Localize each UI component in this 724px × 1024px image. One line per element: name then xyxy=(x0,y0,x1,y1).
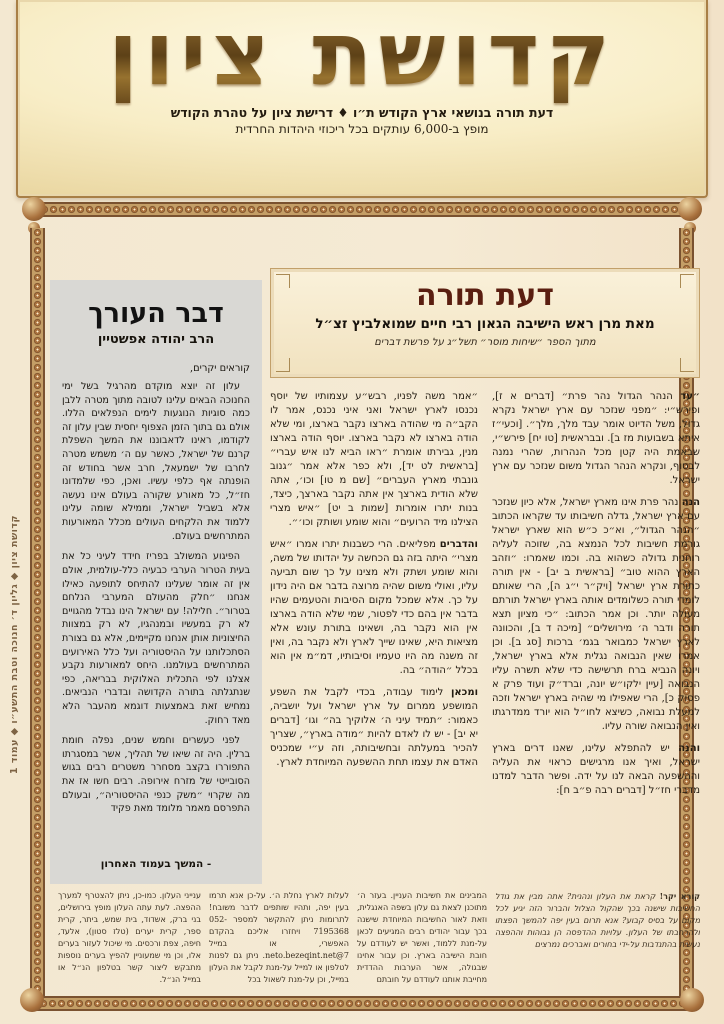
editor-paragraph: עלון זה יוצא מוקדם מהרגיל בשל ימי החנוכה הבאים עלינו לטובה מתוך מטרה ללבן כמה סוגיות הנוגעות לימים הנפלאים הללו. אולם גם בתוך הזמן הצפוף יחסית שבין עלון זה לקודמו, ראינו לדאבוננו את המשך השפלת קרנם של ישראל, כאשר עם ה׳ משמש מטרה לחרבו של ישמעאל, חרב אשר בחודש זה הופנתה אף כלפי עשיו. ואכן, כפי שלמדונו חז״ל, כל מאורע שקורה בעולם אינו נעשה אלא בשביל ישראל, וממילא שומה עלינו ללמוד את הלקחים העולים מכלל המאורעות המתרחשים בעולם. xyxy=(62,381,250,542)
editor-greeting: קוראים יקרים, xyxy=(190,363,250,374)
article-paragraph: הנה נהר פרת אינו מארץ ישראל, אלא כיון שנזכר עם ארץ ישראל, גדלה חשיבותו עד שקראו הכתוב ״הנהר הגדול״, וא״כ כ״ש הוא שארץ ישראל גורמת חשיבות לכל הנמצא בה, שזוכה לעליה רוחנית גדולה כשהוא בה. וכמו שאמרו: ״וזהב הארץ ההוא טוב״ [בראשית ב יב] - אין תורה כתורת ארץ ישראל [ויק״ר י״ג ה], הרי שאותם לומדי תורה כשלומדים אותה בארץ ישראל תורתם מעולה יותר. וכן אמר הכתוב: ״כי מציון תצא תורה ודבר ה׳ מירושלים״ [מיכה ד ב], והכוונה לארץ ישראל כמבואר בגמ׳ ברכות [סג ב]. וכן אמרו שאין הנבואה נגלית אלא בארץ ישראל, ויונה הנביא ברח תרשישה כדי שלא תשרה עליו הנבואה [עיין ילקו״ש יונה, וברד״ק ועוד פרק א פסוק כ], הרי שאפילו מי שהיה בארץ ישראל וזכה למעלת נבואה, כשיצא לחו״ל הוא יורד ממדרגתו ואין הנבואה שורה עליו. xyxy=(492,497,700,732)
fine-print-column: המבינים את חשיבות העניין. בעזר ה׳ מתוכנן לצאת גם עלון בשפה האנגלית, וזאת לאור החשיבות המיוחדת שישנה בכך עבור יהודים רבים המגיעים לכאן על-מנת ללמוד, ואשר יש לעודדם על חובת הישיבה בארץ. וכן עבור אחינו שבגולה, אשר הערבות ההדדית מחייבת אותנו לעודדם על חובתם xyxy=(357,891,487,984)
masthead-title: קדושת ציון xyxy=(28,4,696,103)
beaded-rail-top xyxy=(40,202,684,217)
editor-paragraph: לפני כעשרים וחמש שנים, נפלה חומת ברלין. היה זה שיאו של תהליך, אשר במסגרתו התפוררו בקצב מסחרר משטרים רבים בגוש הסובייטי של מזרח אירופה. רבים חשו אז את מה שקרוי ״משק כנפי ההיסטוריה״, ובעולם התפרסם מאמר מלומד מאת פקיד xyxy=(62,735,250,815)
editor-note xyxy=(50,280,262,884)
beaded-rail-left xyxy=(30,228,45,996)
beaded-rail-bottom xyxy=(30,996,694,1011)
editor-paragraph: הפיגוע המשולב בפריז חידד לעיני כל את בעית הטרור הערבי כבעיה כלל-עולמית, אולם אין זה אומר שעלינו להתיחס לתופעה כאילו אנחנו ״חלק מהעולם המערבי הנלחם בטרור״. חלילה! עם ישראל הינו נבדל מהגויים לא רק במעשיו ובמנהגיו, לא רק במצוות החיצוניות אותן אנחנו מקיימים, אלא גם בצורת הסתכלותנו על ההיסטוריה ועל כלל האירועים המתרחשים בעולמנו. היחס למאורעות נקבע אצלנו לפי התכלית האלוקית בבריאה, כפי שנתגלתה בתורה הקדושה ובדברי הנביאים. נמחיש זאת באמצעות דוגמא מהעבר הלא מאד רחוק. xyxy=(62,551,250,726)
fine-print-column: לעלות לארץ נחלת ה׳. על-כן אנא תרמו בעין יפה, ותהיו שותפים לדבר משובח! לתרומות ניתן להתקשר למספר 052-7195368 ויחזרו אליכם בהקדם האפשרי, או במייל 7@neto.bezeqint.net. ניתן גם לפנות לטלפון או למייל על-מנת לקבל את העלון במייל, וכן על-מנת לשאול בכל xyxy=(209,891,349,984)
masthead-subtitle-2: מופץ ב-6,000 עותקים בכל ריכוזי היהדות החרדית xyxy=(235,121,489,136)
article-paragraph: ״עד הנהר הגדול נהר פרת״ [דברים א ז], ופירש״י: ״מפני שנזכר עם ארץ ישראל נקרא גדול, משל הדיוט אומר עבד מלך, מלך״. [וכעי״ז איתא בשבועות מז ב]. ובבראשית [טו יח] פירש״י, שבאמת היה קטן מכל הנהרות, שהרי נמנה לבסוף, ונקרא הנהר הגדול משום שנזכר עם ארץ ישראל. xyxy=(492,391,700,486)
article-header xyxy=(270,268,700,378)
corner-scroll-ornament xyxy=(22,197,46,221)
article-source: מתוך הספר ״שיחות מוסר״ תשל״ג על פרשת דברים xyxy=(374,337,596,348)
masthead-subtitle-1: דעת תורה בנושאי ארץ הקודש ת״ו ♦ דרישת ציון על טהרת הקודש xyxy=(170,104,554,120)
article-paragraph: והדברים מפליאים. הרי כשבנות יתרו אמרו ״איש מצרי״ היתה בזה גם הכחשה על יהדותו של משה, והוא שומע ושתק ולא מצינו על כך שום תביעה עליו, ואולי משום שהיה מרוצה בדבר אם היה נידון על כך. אלא שמכל מקום הסיבות והטעמים שהיו בדבר אין בהם כדי לפטור, שמי שלא הודה בארצו אין הוא נקבר בה, ושאינו בתורת עונש אלא מציאות היא, שאינו שייך לארץ ולא נקבר בה, ואין זה משנה מה היו טעמיו וסיבותיו, דמ״מ אין הוא בכלל ״הודה״ בה. xyxy=(270,539,478,676)
corner-scroll-ornament xyxy=(20,988,44,1012)
editor-author: הרב יהודה אפשטיין xyxy=(97,332,215,347)
article-title: דעת תורה xyxy=(415,278,555,313)
masthead xyxy=(16,0,708,198)
reader-note-text: קראת את העלון ונהנית? אתה מבין את גודל החשיבות שישנה בכך שהקול הצלול והברור הזה יגיע לכל מקום על בסיס קבוע? אנא תרום בעין יפה להמשך הפצתו ולהרחבתו של העלון. עלויות ההדפסה הן גבוהות וההפצה נעשית בהתנדבות על-ידי בחורים ואברכים נמרצים xyxy=(495,892,700,949)
editor-body xyxy=(62,380,250,820)
article-paragraph: ומכאן לימוד עבודה, בכדי לקבל את השפע המושפע ממרום על ארץ ישראל ועל יושביה, כאמור: ״תמיד עיני ה׳ אלוקיך בה״ וגו׳ [דברים יא יב] - יש לו לאדם להיות ״מודה בארץ״, שצריך להכיר במעלתה ובחשיבותה, וזה ע״י שמכניס האדם את עצמו תחת ההשפעה המיוחדת לארץ. xyxy=(270,687,478,768)
edition-vertical-caption: קדושת ציון ◆ גליון ד׳ חנוכה וטבת התשע״ו ◆ עמוד 1 xyxy=(9,515,20,775)
corner-bracket xyxy=(680,358,694,372)
article-paragraph: ״אמר משה לפניו, רבש״ע עצמותיו של יוסף נכנסו לארץ ישראל ואני איני נכנס, אמר לו הקב״ה מי שהודה בארצו נקבר בארצו, ומי שלא הודה בארצו לא נקבר בארצו. יוסף הודה בארצו מנין, גבירתו אומרת ״ראו הביא לנו איש עברי״ [בראשית לט יד], ולא כפר אלא אמר ״גנוב גונבתי מארץ העברים״ [שם מ טו] וכו׳, אתה שלא הודית בארצך אין אתה נקבר בארצך, כיצד, בנות יתרו אומרות [שמות ב יט] ״איש מצרי הצילנו מיד הרועים״ והוא שומע ושותק וכו׳״. xyxy=(270,391,478,528)
corner-bracket xyxy=(276,274,290,288)
reader-note xyxy=(495,890,700,951)
fine-print-column: ענייני העלון. כמו-כן, ניתן להצטרף למערך ההפצה. לעת עתה העלון מופץ בירושלים, בני ברק, אשדוד, בית שמש, ביתר, קרית ספר, קרית יערים (טלז סטון), אלעד, חיפה, צפת ורכסים. מי שיכול לעזור בערים אלו, וכן מי שמעוניין להפיץ בערים נוספות מתבקש ליצור קשר בטלפון הנ״ל או במייל הנ״ל. xyxy=(58,891,201,984)
corner-scroll-ornament xyxy=(678,197,702,221)
fine-print-strip xyxy=(50,890,700,994)
article-body xyxy=(270,390,700,884)
editor-continuation-note: - המשך בעמוד האחרון xyxy=(100,858,212,870)
editor-title: דבר העורך xyxy=(88,298,224,329)
corner-bracket xyxy=(276,358,290,372)
reader-note-lead: קורא יקר! xyxy=(659,891,700,901)
article-paragraph: והנה יש להתפלא עלינו, שאנו דרים בארץ ישראל, ואיך אנו מרגישים כראוי את העליה וההשפעה הבאה לנו על ידה. ופשר הדבר למדנו מדברי חז״ל [דברים רבה פ״ב ח]: xyxy=(492,743,700,796)
article-byline: מאת מרן ראש הישיבה הגאון רבי חיים שמואלביץ זצ״ל xyxy=(315,316,655,332)
corner-bracket xyxy=(680,274,694,288)
